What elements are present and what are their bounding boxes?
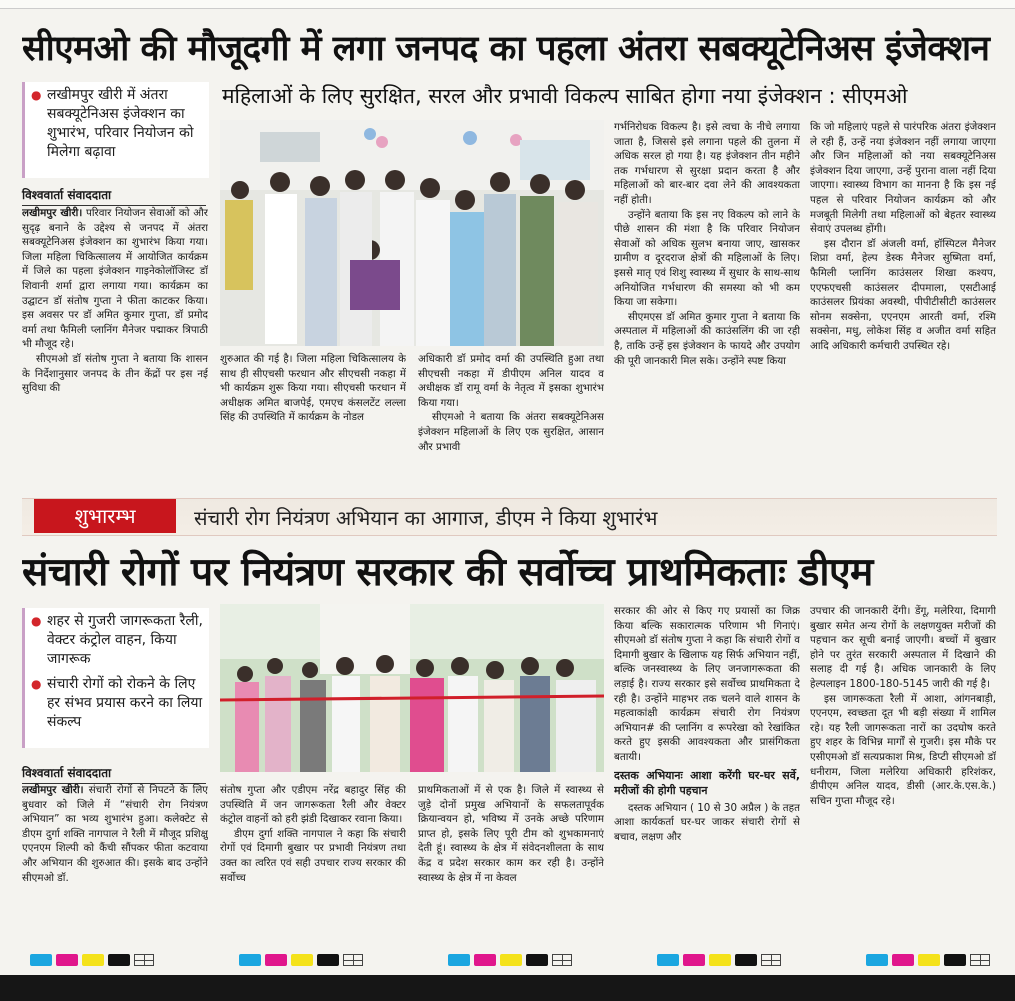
story1-headline: सीएमओ की मौजूदगी में लगा जनपद का पहला अंतरा सबक्यूटेनिअस इंजेक्शन: [22, 29, 990, 69]
story1-photo-image: [220, 120, 604, 346]
top-strip: [0, 0, 1015, 9]
story2-column-1: लखीमपुर खीरी। संचारी रोगों से निपटने के लिए बुधवार को जिले में “संचारी रोग नियंत्रण अभियान” का भव्य शुभारंभ हुआ। कलेक्टेट से डीएम दुर्गा शक्ति नागपाल ने रैली में मौजूद प्रशिक्षु एएनएम शिल्पी को कैंची सौंपकर फीता कटवाया और अभियान की शुरुआत की। इसके बाद उन्होंने सीएमओ डॉ.: [22, 784, 208, 884]
story2-headline: संचारी रोगों पर नियंत्रण सरकार की सर्वोच्च प्राथमिकताः डीएम: [22, 550, 873, 595]
section-band-text: संचारी रोग नियंत्रण अभियान का आगाज, डीएम ने किया शुभारंभ: [194, 506, 658, 530]
registration-mark-group: [448, 951, 572, 965]
story1-highlight-box: [22, 82, 209, 178]
color-bar: [30, 951, 990, 965]
story2-photo: [220, 604, 604, 772]
registration-mark-group: [657, 951, 781, 965]
bottom-bar: [0, 975, 1015, 1001]
adjacent-page-edge: [1000, 10, 1015, 970]
story2-subhead: दस्तक अभियानः आशा करेंगी घर-घर सर्वे, मरीजों की होगी पहचान: [614, 768, 800, 797]
story1-column-1: लखीमपुर खीरी। परिवार नियोजन सेवाओं को और सुदृढ़ बनाने के उद्देश्य से जनपद में अंतरा सबक्यूटेनिअस इंजेक्शन का शुभारंभ किया गया। जिला महिला चिकित्सालय में आयोजित कार्यक्रम में जिले का पहला इंजेक्शन गाइनेकोलॉजिस्ट डॉ शिवानी शर्मा द्वारा लगाया गया। कार्यक्रम का उद्घाटन डॉ संतोष गुप्ता ने फीता काटकर किया। इस अवसर पर डॉ अमित कुमार गुप्ता, डॉ प्रमोद वर्मा तथा फैमिली प्लानिंग मैनेजर पद्माकर त्रिपाठी भी मौजूद रहे। सीएमओ डॉ संतोष गुप्ता ने बताया कि शासन के निर्देशानुसार जनपद के तीन केंद्रों पर इस नई सुविधा की: [22, 207, 208, 395]
story1-dateline: लखीमपुर खीरी।: [22, 207, 83, 219]
registration-mark-group: [239, 951, 363, 965]
story1-column-5: कि जो महिलाएं पहले से पारंपरिक अंतरा इंजेक्शन ले रही हैं, उन्हें नया इंजेक्शन नहीं लगाया जाएगा और जिन महिलाओं को नया सबक्यूटेनिअस इंजेक्शन दिया जाएगा, उन्हें पुराना वाला नहीं दिया जाएगा। स्वास्थ्य विभाग का मानना है कि इस नई पहल से परिवार नियोजन कार्यक्रम को और मजबूती मिलेगी तथा महिलाओं को बेहतर स्वास्थ्य सेवाएं उपलब्ध होंगी। इस दौरान डॉ अंजली वर्मा, हॉस्पिटल मैनेजर शिप्रा वर्मा, हेल्प डेस्क मैनेजर सुष्मिता वर्मा, फैमिली प्लानिंग काउंसलर शिखा कश्यप, एएफएचसी काउंसलर दीपमाला, एसटीआई काउंसलर प्रियंका अवस्थी, पीपीटीसीटी काउंसलर सोनम सक्सेना, एएनएम आरती वर्मा, रश्मि सक्सेना, मधु, लोकेश सिंह व अजीत वर्मा सहित आदि अधिकारी कर्मचारी उपस्थित रहे।: [810, 121, 996, 352]
story2-column-5: उपचार की जानकारी देंगी। डेंगू, मलेरिया, दिमागी बुखार समेत अन्य रोगों के लक्षणयुक्त मरीजों की पहचान कर सूची बनाई जाएगी। बच्चों में बुखार होने पर तुरंत सरकारी अस्पताल में दिखाने की सलाह दी गई है। अधिक जानकारी के लिए हेल्पलाइन 1800-180-5145 जारी की गई है। इस जागरूकता रैली में आशा, आंगनबाड़ी, एएनएम, स्वच्छता दूत भी बड़ी संख्या में शामिल रहे। यह रैली जागरूकता नारों का उदघोष करते हुए शहर के विभिन्न मार्गों से गुजरी। इस मौके पर एसीएमओ डॉ सत्यप्रकाश मिश्र, डिप्टी सीएमओ डॉ धनीराम, जिला मलेरिया अधिकारी हरिशंकर, डीपीएम अनिल यादव, डीसी (आर.के.एस.के.) सचिन गुप्ता मौजूद रहे।: [810, 605, 996, 807]
story2-column-3: प्राथमिकताओं में से एक है। जिले में स्वास्थ्य से जुड़े दोनों प्रमुख अभियानों के सफलतापूर्वक क्रियान्वयन हो, भविष्य में उनके अच्छे परिणाम प्राप्त हो, इसके लिए पूरी टीम को शुभकामनाएं देती हूं। स्वास्थ्य के क्षेत्र में संवेदनशीलता के साथ केंद्र व प्रदेश सरकार काम कर रही है। उन्होंने स्वास्थ्य के क्षेत्र में ना केवल: [418, 784, 604, 884]
story1-column-2: शुरुआत की गई है। जिला महिला चिकित्सालय के साथ ही सीएचसी फरधान और सीएचसी नकहा में भी कार्यक्रम शुरू किया गया। सीएचसी फरधान में अधीक्षक अमित बाजपेई, एमएच कंसलटेंट लल्ला सिंह की उपस्थिति में कार्यक्रम के नोडल: [220, 353, 406, 424]
story2-column-2: संतोष गुप्ता और एडीएम नरेंद्र बहादुर सिंह की उपस्थिति में जन जागरूकता रैली और वेक्टर कंट्रोल वाहनों को हरी झंडी दिखाकर रवाना किया। डीएम दुर्गा शक्ति नागपाल ने कहा कि संचारी रोगों एवं दिमागी बुखार पर प्रभावी नियंत्रण तथा उक्त का त्वरित एवं सही उपचार राज्य सरकार की सर्वोच्च: [220, 784, 406, 884]
story2-photo-image: [220, 604, 604, 772]
story2-highlight-1: ● शहर से गुजरी जागरूकता रैली, वेक्टर कंट्रोल वाहन, किया जागरूक: [47, 612, 205, 669]
story2-highlight-2: ● संचारी रोगों को रोकने के लिए हर संभव प्रयास करने का लिया संकल्प: [47, 675, 205, 732]
registration-mark-group: [866, 951, 990, 965]
story1-column-4: गर्भनिरोधक विकल्प है। इसे त्वचा के नीचे लगाया जाता है, जिससे इसे लगाना पहले की तुलना में अधिक सरल हो गया है। यह इंजेक्शन तीन महीने तक गर्भधारण से सुरक्षा प्रदान करता है और महिलाओं को बार-बार दवा लेने की आवश्यकता नहीं होती। उन्होंने बताया कि इस नए विकल्प को लाने के पीछे शासन की मंशा है कि परिवार नियोजन सेवाओं को अधिक सुलभ बनाया जाए, खासकर ग्रामीण व दूरदराज क्षेत्रों की महिलाओं के लिए। इससे मातृ एवं शिशु स्वास्थ्य में सुधार के साथ-साथ अनियोजित गर्भधारण की समस्या को भी कम किया जा सकेगा। सीएमएस डॉ अमित कुमार गुप्ता ने बताया कि अस्पताल में महिलाओं की काउंसलिंग की जा रही है, ताकि उन्हें इस इंजेक्शन के फायदे और उपयोग की पूरी जानकारी मिल सके। उन्होंने स्पष्ट किया: [614, 121, 800, 367]
story2-column-4: सरकार की ओर से किए गए प्रयासों का जिक्र किया बल्कि सकारात्मक परिणाम भी गिनाएं। सीएमओ डॉ संतोष गुप्ता ने कहा कि संचारी रोगों व दिमागी बुखार के खिलाफ यह सिर्फ अभियान नहीं, बल्कि जनस्वास्थ्य के लिए जनजागरूकता की लड़ाई है। राज्य सरकार इसे सर्वोच्च प्राथमिकता दे रही है। उन्होंने माहभर तक चलने वाले शासन के महत्वाकांक्षी कार्यक्रम संचारी रोग नियंत्रण अभियान# की प्लानिंग व रूपरेखा को रेखांकित करते हुए इसकी आवश्यकता और प्रासंगिकता बतायी। दस्तक अभियानः आशा करेंगी घर-घर सर्वे, मरीजों की होगी पहचान दस्तक अभियान ( 10 से 30 अप्रैल ) के तहत आशा कार्यकर्ता घर-घर जाकर संचारी रोगों से बचाव, लक्षण और: [614, 605, 800, 843]
story1-subheadline: महिलाओं के लिए सुरक्षित, सरल और प्रभावी विकल्प साबित होगा नया इंजेक्शन : सीएमओ: [222, 84, 908, 108]
story2-dateline: लखीमपुर खीरी।: [22, 784, 84, 796]
story1-byline: विश्ववार्ता संवाददाता: [22, 186, 206, 206]
section-tag: शुभारम्भ: [34, 499, 176, 533]
story2-highlight-box: [22, 608, 209, 748]
story1-column-3: अधिकारी डॉ प्रमोद वर्मा की उपस्थिति हुआ तथा सीएचसी नकहा में डीपीएम अनिल यादव व अधीक्षक डॉ रामू वर्मा के नेतृत्व में इसका शुभारंभ किया गया। सीएमओ ने बताया कि अंतरा सबक्यूटेनिअस इंजेक्शन महिलाओं के लिए एक सुरक्षित, आसान और प्रभावी: [418, 353, 604, 453]
registration-mark-group: [30, 951, 154, 965]
story1-photo: [220, 120, 604, 346]
story2-byline: विश्ववार्ता संवाददाता: [22, 764, 206, 784]
story1-highlight: ● लखीमपुर खीरी में अंतरा सबक्यूटेनिअस इंजेक्शन का शुभारंभ, परिवार नियोजन को मिलेगा बढ़ावा: [47, 86, 205, 162]
